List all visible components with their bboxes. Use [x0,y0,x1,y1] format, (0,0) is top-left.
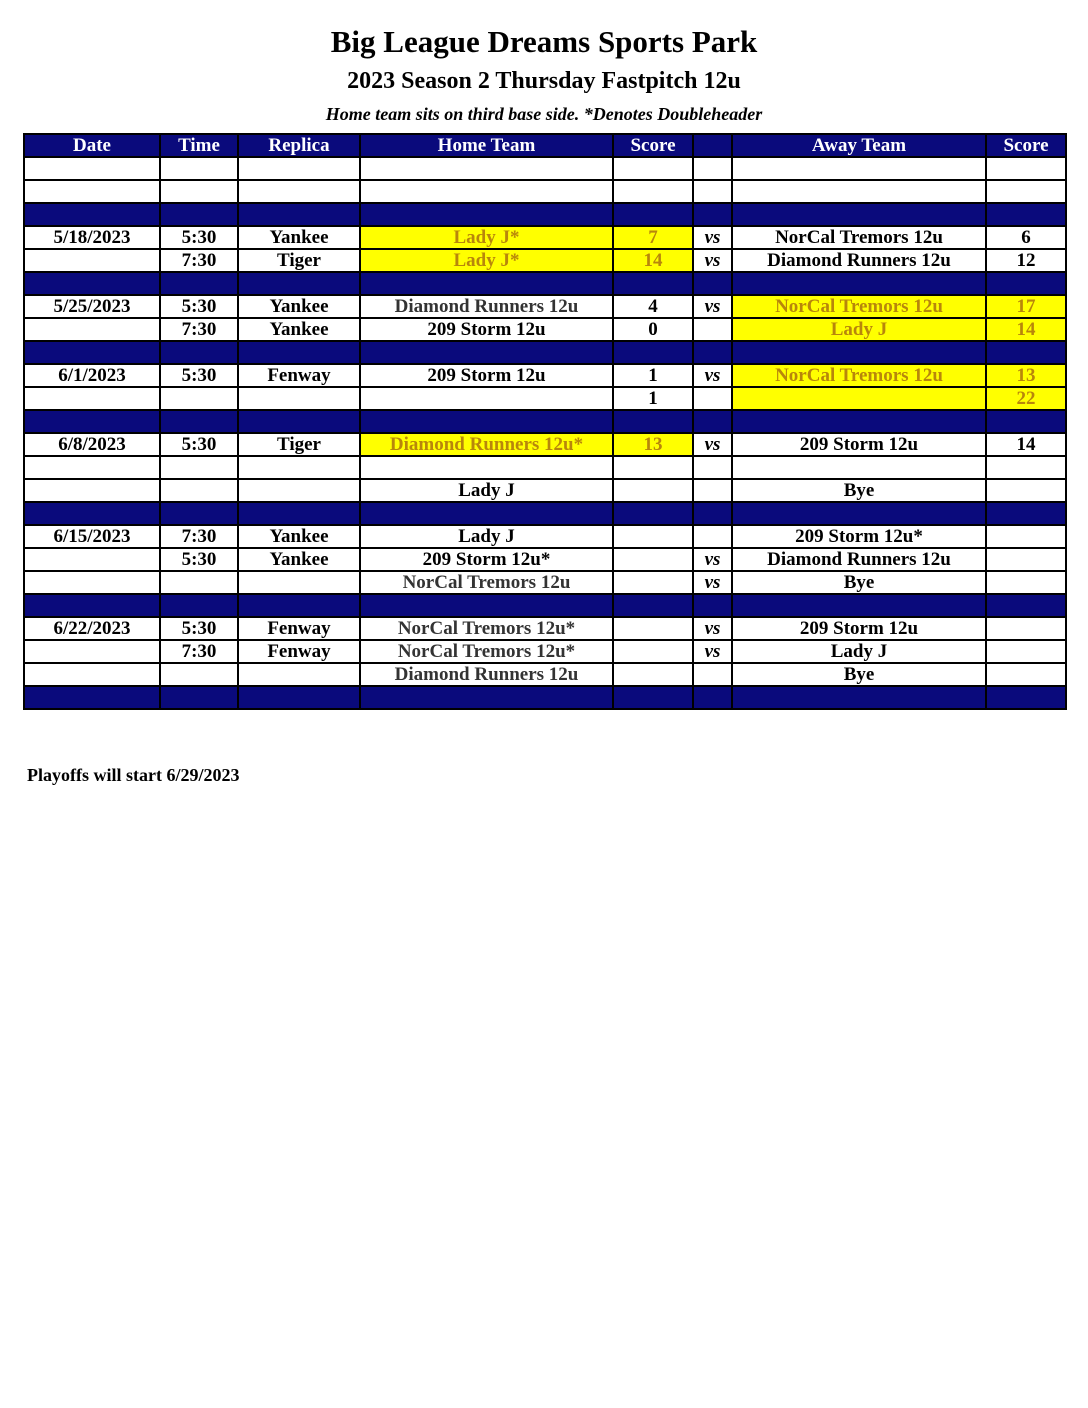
time-cell: 5:30 [160,548,238,571]
away-score-cell [986,571,1066,594]
band-cell [693,203,732,226]
table-row [24,456,1066,479]
away-score-cell [986,157,1066,180]
away-score-cell [986,180,1066,203]
table-row [24,157,1066,180]
home-team-cell: NorCal Tremors 12u [360,571,613,594]
time-cell [160,157,238,180]
home-team-cell: Lady J* [360,249,613,272]
date-cell [24,548,160,571]
home-team-cell: Lady J [360,479,613,502]
away-score-cell: 13 [986,364,1066,387]
replica-cell: Yankee [238,226,360,249]
vs-cell [693,525,732,548]
date-cell [24,387,160,410]
vs-cell: vs [693,571,732,594]
date-cell: 6/8/2023 [24,433,160,456]
date-cell [24,157,160,180]
home-team-cell: 209 Storm 12u [360,318,613,341]
replica-cell [238,387,360,410]
band-cell [613,502,693,525]
away-score-cell: 14 [986,318,1066,341]
home-team-cell: Diamond Runners 12u* [360,433,613,456]
time-cell: 7:30 [160,640,238,663]
band-cell [986,272,1066,295]
replica-cell: Yankee [238,295,360,318]
replica-cell: Yankee [238,548,360,571]
away-team-cell [732,456,986,479]
replica-cell [238,571,360,594]
table-row [24,525,1066,548]
band-cell [613,203,693,226]
home-score-cell: 13 [613,433,693,456]
replica-cell: Fenway [238,617,360,640]
date-separator-band [24,203,1066,226]
home-score-cell [613,180,693,203]
away-team-cell: NorCal Tremors 12u [732,226,986,249]
band-cell [613,686,693,709]
band-cell [360,686,613,709]
table-row [24,226,1066,249]
band-cell [360,272,613,295]
band-cell [732,502,986,525]
band-cell [24,341,160,364]
band-cell [160,410,238,433]
table-row [24,433,1066,456]
home-score-cell [613,157,693,180]
band-cell [160,594,238,617]
time-cell: 7:30 [160,525,238,548]
home-score-cell: 14 [613,249,693,272]
band-cell [238,594,360,617]
home-team-cell [360,387,613,410]
away-team-cell: Bye [732,479,986,502]
away-team-cell [732,157,986,180]
table-row [24,640,1066,663]
home-team-cell: 209 Storm 12u [360,364,613,387]
column-header-time: Time [160,134,238,157]
home-team-cell [360,180,613,203]
band-cell [986,502,1066,525]
band-cell [360,594,613,617]
vs-cell [693,157,732,180]
table-row [24,387,1066,410]
band-cell [238,502,360,525]
band-cell [732,341,986,364]
vs-cell [693,318,732,341]
replica-cell: Fenway [238,640,360,663]
home-team-cell: Diamond Runners 12u [360,663,613,686]
date-cell: 5/18/2023 [24,226,160,249]
table-row [24,663,1066,686]
band-cell [360,502,613,525]
replica-cell [238,157,360,180]
away-team-cell: 209 Storm 12u [732,617,986,640]
date-separator-band [24,594,1066,617]
vs-cell: vs [693,295,732,318]
vs-cell: vs [693,226,732,249]
home-score-cell [613,456,693,479]
away-score-cell: 14 [986,433,1066,456]
away-score-cell [986,525,1066,548]
away-score-cell [986,640,1066,663]
band-cell [693,594,732,617]
date-separator-band [24,341,1066,364]
vs-cell: vs [693,249,732,272]
page-subtitle: 2023 Season 2 Thursday Fastpitch 12u [347,68,741,94]
away-score-cell: 6 [986,226,1066,249]
home-team-cell [360,456,613,479]
table-row [24,249,1066,272]
band-cell [613,341,693,364]
band-cell [732,203,986,226]
band-cell [986,410,1066,433]
table-row [24,295,1066,318]
away-team-cell: Lady J [732,640,986,663]
band-cell [732,272,986,295]
date-cell [24,180,160,203]
band-cell [732,594,986,617]
table-row [24,364,1066,387]
band-cell [693,686,732,709]
date-cell [24,318,160,341]
date-separator-band [24,410,1066,433]
band-cell [732,410,986,433]
band-cell [693,341,732,364]
time-cell: 7:30 [160,249,238,272]
column-header-home-team: Home Team [360,134,613,157]
away-score-cell [986,479,1066,502]
band-cell [24,594,160,617]
date-cell [24,249,160,272]
band-cell [24,502,160,525]
away-score-cell: 22 [986,387,1066,410]
time-cell: 5:30 [160,617,238,640]
replica-cell: Fenway [238,364,360,387]
home-score-cell [613,640,693,663]
band-cell [986,594,1066,617]
band-cell [160,341,238,364]
away-team-cell: Diamond Runners 12u [732,249,986,272]
home-team-cell: NorCal Tremors 12u* [360,617,613,640]
time-cell [160,479,238,502]
home-team-cell: Lady J* [360,226,613,249]
band-cell [613,594,693,617]
replica-cell [238,456,360,479]
home-score-cell: 4 [613,295,693,318]
band-cell [24,686,160,709]
away-team-cell: NorCal Tremors 12u [732,295,986,318]
table-row [24,571,1066,594]
column-header-away-score: Score [986,134,1066,157]
band-cell [160,203,238,226]
band-cell [238,410,360,433]
home-team-cell: NorCal Tremors 12u* [360,640,613,663]
band-cell [986,686,1066,709]
time-cell [160,571,238,594]
band-cell [693,272,732,295]
band-cell [238,203,360,226]
vs-cell: vs [693,617,732,640]
schedule-note: Home team sits on third base side. *Denotes Doubleheader [325,104,763,124]
band-cell [238,686,360,709]
home-team-cell: 209 Storm 12u* [360,548,613,571]
vs-cell [693,456,732,479]
vs-cell [693,663,732,686]
home-score-cell [613,571,693,594]
away-team-cell [732,180,986,203]
replica-cell: Yankee [238,318,360,341]
band-cell [160,502,238,525]
vs-cell: vs [693,433,732,456]
band-cell [360,410,613,433]
home-score-cell: 1 [613,364,693,387]
home-team-cell: Lady J [360,525,613,548]
vs-cell [693,479,732,502]
table-header-row [24,134,1066,157]
date-cell [24,456,160,479]
away-team-cell: 209 Storm 12u [732,433,986,456]
home-score-cell [613,548,693,571]
replica-cell: Yankee [238,525,360,548]
replica-cell [238,663,360,686]
home-score-cell: 7 [613,226,693,249]
schedule-body [24,157,1066,709]
away-team-cell: Lady J [732,318,986,341]
vs-cell [693,387,732,410]
column-header-vs [693,134,732,157]
band-cell [160,686,238,709]
date-cell: 6/1/2023 [24,364,160,387]
table-row [24,479,1066,502]
column-header-away-team: Away Team [732,134,986,157]
away-team-cell: NorCal Tremors 12u [732,364,986,387]
band-cell [24,272,160,295]
time-cell [160,387,238,410]
schedule-table [23,133,1067,710]
time-cell: 5:30 [160,226,238,249]
band-cell [360,341,613,364]
date-separator-band [24,502,1066,525]
time-cell [160,456,238,479]
date-cell [24,663,160,686]
away-score-cell [986,456,1066,479]
date-cell: 5/25/2023 [24,295,160,318]
replica-cell: Tiger [238,249,360,272]
replica-cell: Tiger [238,433,360,456]
time-cell: 5:30 [160,295,238,318]
home-score-cell [613,617,693,640]
away-team-cell: Bye [732,663,986,686]
band-cell [24,203,160,226]
band-cell [238,272,360,295]
band-cell [693,502,732,525]
table-row [24,180,1066,203]
time-cell [160,663,238,686]
home-score-cell [613,479,693,502]
page-title: Big League Dreams Sports Park [330,24,758,59]
home-score-cell: 0 [613,318,693,341]
band-cell [24,410,160,433]
date-separator-band [24,686,1066,709]
replica-cell [238,479,360,502]
time-cell: 7:30 [160,318,238,341]
table-row [24,318,1066,341]
table-row [24,548,1066,571]
playoffs-note: Playoffs will start 6/29/2023 [27,765,240,785]
band-cell [238,341,360,364]
vs-cell: vs [693,548,732,571]
home-team-cell: Diamond Runners 12u [360,295,613,318]
home-score-cell [613,525,693,548]
column-header-home-score: Score [613,134,693,157]
date-cell [24,640,160,663]
away-score-cell [986,548,1066,571]
band-cell [360,203,613,226]
date-cell [24,479,160,502]
away-team-cell: 209 Storm 12u* [732,525,986,548]
band-cell [613,410,693,433]
date-separator-band [24,272,1066,295]
away-score-cell [986,663,1066,686]
away-team-cell: Diamond Runners 12u [732,548,986,571]
home-score-cell: 1 [613,387,693,410]
home-team-cell [360,157,613,180]
vs-cell: vs [693,364,732,387]
away-team-cell: Bye [732,571,986,594]
away-team-cell [732,387,986,410]
vs-cell [693,180,732,203]
home-score-cell [613,663,693,686]
table-row [24,617,1066,640]
band-cell [986,341,1066,364]
time-cell: 5:30 [160,433,238,456]
date-cell: 6/15/2023 [24,525,160,548]
time-cell [160,180,238,203]
away-score-cell [986,617,1066,640]
column-header-date: Date [24,134,160,157]
band-cell [613,272,693,295]
band-cell [693,410,732,433]
date-cell [24,571,160,594]
away-score-cell: 12 [986,249,1066,272]
time-cell: 5:30 [160,364,238,387]
band-cell [986,203,1066,226]
replica-cell [238,180,360,203]
band-cell [160,272,238,295]
date-cell: 6/22/2023 [24,617,160,640]
band-cell [732,686,986,709]
column-header-replica: Replica [238,134,360,157]
vs-cell: vs [693,640,732,663]
away-score-cell: 17 [986,295,1066,318]
